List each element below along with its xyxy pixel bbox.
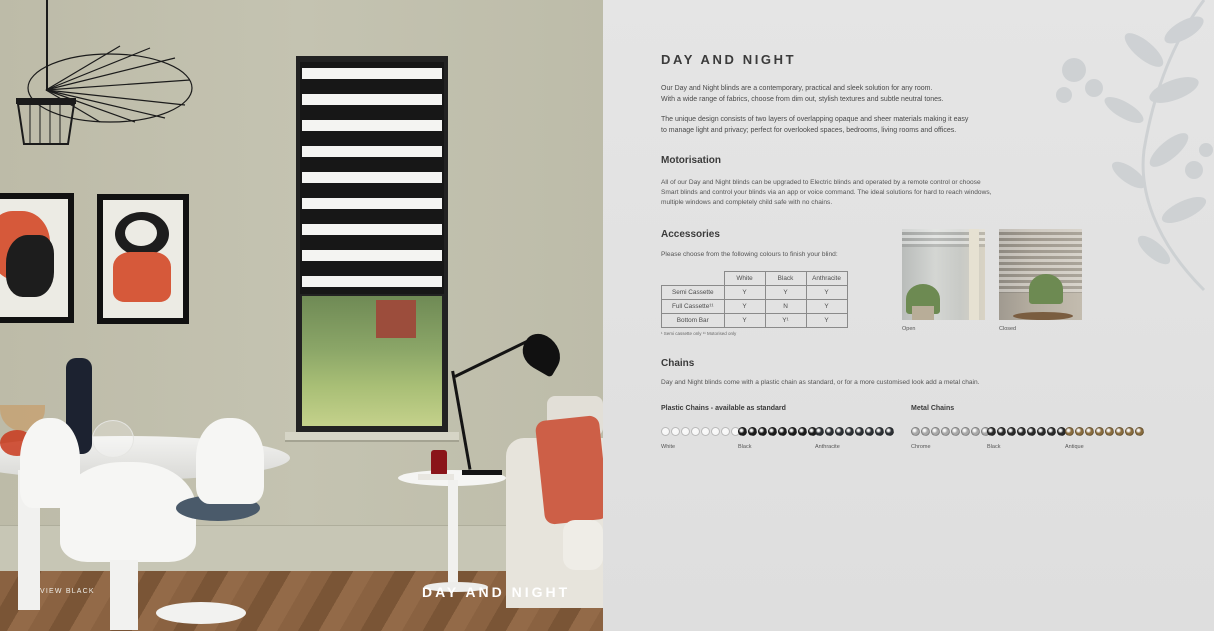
chain-bead [835, 427, 844, 436]
row-label: Bottom Bar [662, 314, 725, 328]
chain-bead [875, 427, 884, 436]
chair-stem [110, 560, 138, 630]
tulip-chair-front [60, 462, 196, 562]
chains-intro: Day and Night blinds come with a plastic chain as standard, or for a more customised look add a metal chain. [661, 379, 980, 386]
chain-bead [738, 427, 747, 436]
chain-swatch-white [661, 427, 740, 435]
chain-bead [758, 427, 767, 436]
wall-art-left [0, 193, 74, 323]
motorisation-line: All of our Day and Night blinds can be upgraded to Electric blinds and operated by a remote control or choose [661, 179, 981, 186]
red-candle [431, 450, 447, 476]
chain-bead [997, 427, 1006, 436]
blind-open-image [902, 229, 985, 320]
table-row [662, 314, 848, 328]
table-cell: Y [806, 314, 847, 328]
chain-bead [855, 427, 864, 436]
table-corner [662, 272, 725, 286]
plastic-chains-title: Plastic Chains - available as standard [661, 405, 786, 412]
chain-bead [1135, 427, 1144, 436]
garden-view [302, 296, 442, 426]
table-cell: Y [724, 286, 765, 300]
table-cell: N [765, 300, 806, 314]
glass-ornament [92, 420, 134, 458]
chain-bead [865, 427, 874, 436]
chain-bead [951, 427, 960, 436]
chain-bead [721, 427, 730, 436]
row-label: Semi Cassette [662, 286, 725, 300]
intro-line: With a wide range of fabrics, choose from dim out, stylish textures and subtle neutral tones. [661, 95, 944, 103]
chain-bead [778, 427, 787, 436]
side-table-stem [448, 480, 458, 590]
chain-label: White [661, 444, 676, 450]
chain-swatch-black [738, 427, 817, 435]
chain-label: Chrome [911, 444, 931, 450]
table-cell: Y [724, 314, 765, 328]
chain-bead [815, 427, 824, 436]
sofa-cushion-white [563, 520, 603, 570]
room-photo [0, 0, 603, 631]
row-label: Full Cassette¹¹ [662, 300, 725, 314]
table-cell: Y¹ [765, 314, 806, 328]
chain-bead [911, 427, 920, 436]
pendant-lamp [0, 40, 200, 150]
chain-swatch-antique [1065, 427, 1144, 435]
table-cell: Y [724, 300, 765, 314]
lamp-base [462, 470, 502, 475]
chain-bead [941, 427, 950, 436]
photo-title: DAY AND NIGHT [422, 584, 571, 600]
chain-bead [661, 427, 670, 436]
chain-swatch-anthracite [815, 427, 894, 435]
chain-bead [987, 427, 996, 436]
column-header: Anthracite [806, 272, 847, 286]
motorisation-heading: Motorisation [661, 155, 721, 166]
metal-chains-title: Metal Chains [911, 405, 955, 412]
accessories-intro: Please choose from the following colours to finish your blind: [661, 251, 838, 258]
table-row [662, 300, 848, 314]
closed-caption: Closed [999, 326, 1017, 332]
intro-paragraph [661, 84, 1061, 105]
chain-bead [845, 427, 854, 436]
table-cell: Y [806, 300, 847, 314]
chain-bead [1095, 427, 1104, 436]
chain-label: Anthracite [815, 444, 840, 450]
chain-label: Antique [1065, 444, 1084, 450]
table-row [662, 286, 848, 300]
photo-caption: VIEW BLACK [40, 588, 95, 595]
orange-cushion [535, 415, 603, 525]
chain-bead [1007, 427, 1016, 436]
motorisation-line: Smart blinds and control your blinds via an app or voice command. The ideal solutions for hard to reach windows, [661, 189, 992, 196]
books [418, 474, 454, 480]
blind-closed-image [999, 229, 1082, 320]
chain-bead [788, 427, 797, 436]
window-sill [285, 432, 459, 442]
tulip-chair-left [20, 418, 80, 508]
chain-bead [1065, 427, 1074, 436]
chain-bead [931, 427, 940, 436]
motorisation-line: multiple windows and completely child safe with no chains. [661, 199, 833, 206]
chain-label: Black [738, 444, 752, 450]
table-cell: Y [765, 286, 806, 300]
column-header: White [724, 272, 765, 286]
chair-base [156, 602, 246, 624]
chain-bead [1115, 427, 1124, 436]
chain-bead [748, 427, 757, 436]
chain-bead [711, 427, 720, 436]
chains-heading: Chains [661, 358, 695, 369]
chain-swatch-chrome [911, 427, 990, 435]
chain-bead [825, 427, 834, 436]
chain-bead [1075, 427, 1084, 436]
design-line: The unique design consists of two layers of overlapping opaque and sheer materials making it easy [661, 116, 969, 123]
intro-line: Our Day and Night blinds are a contemporary, practical and sleek solution for any room. [661, 85, 933, 92]
accessories-table [661, 271, 848, 328]
column-header: Black [765, 272, 806, 286]
chain-bead [1105, 427, 1114, 436]
page-title: DAY AND NIGHT [661, 52, 797, 67]
chain-bead [1125, 427, 1134, 436]
open-caption: Open [902, 326, 916, 332]
chain-bead [1047, 427, 1056, 436]
chain-bead [681, 427, 690, 436]
chain-bead [1027, 427, 1036, 436]
design-line: to manage light and privacy; perfect for overlooked spaces, bedrooms, living rooms and offices. [661, 126, 957, 134]
chain-bead [691, 427, 700, 436]
product-info-page [603, 0, 1214, 631]
table-header-row [662, 272, 848, 286]
motorisation-paragraph [661, 178, 1081, 208]
chain-bead [1037, 427, 1046, 436]
chain-bead [961, 427, 970, 436]
tulip-chair-back [196, 418, 264, 504]
chain-bead [768, 427, 777, 436]
chain-bead [1017, 427, 1026, 436]
table-footnote: ¹ Semi cassette only ¹¹ Motorised only [661, 331, 737, 336]
chain-swatch-metal-black [987, 427, 1066, 435]
chain-bead [701, 427, 710, 436]
window-with-blind [296, 56, 448, 432]
wall-art-right [97, 194, 189, 324]
chain-bead [971, 427, 980, 436]
table-cell: Y [806, 286, 847, 300]
chain-bead [1085, 427, 1094, 436]
chain-label: Black [987, 444, 1001, 450]
chain-bead [921, 427, 930, 436]
chain-bead [798, 427, 807, 436]
day-night-blind [300, 62, 444, 294]
design-paragraph [661, 115, 1061, 136]
accessories-heading: Accessories [661, 229, 720, 240]
chain-bead [671, 427, 680, 436]
chain-bead [885, 427, 894, 436]
